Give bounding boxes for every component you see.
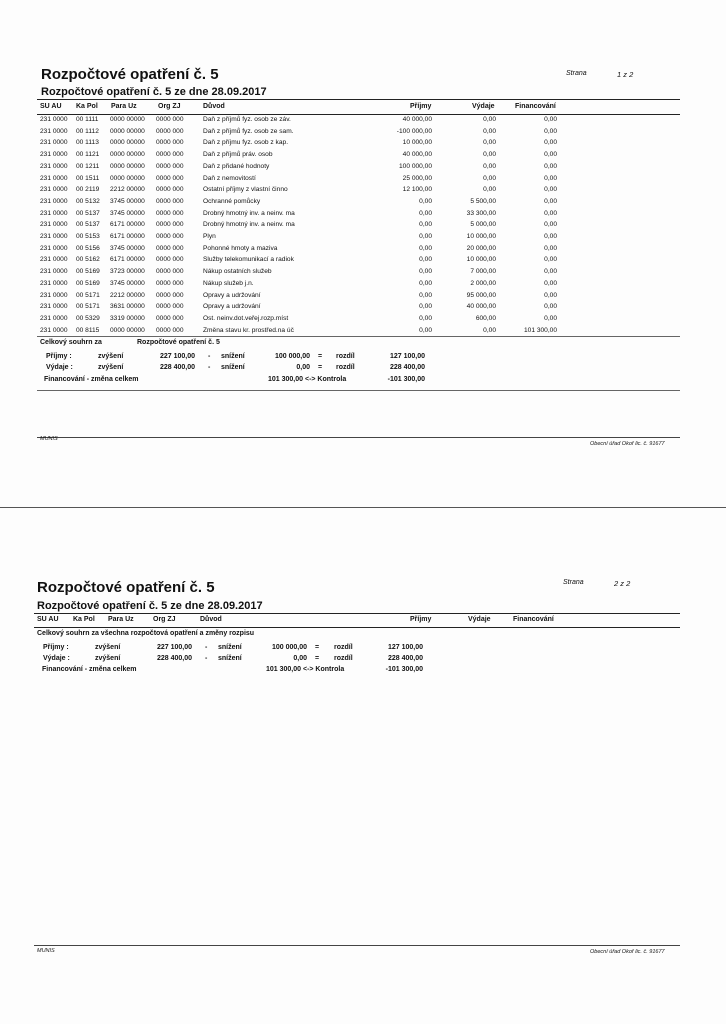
cell-duvod: Daň z přidané hodnoty [203, 162, 270, 170]
table-row [0, 233, 726, 245]
cell-financovani: 101 300,00 [523, 326, 557, 334]
cell-prijmy: 0,00 [419, 303, 432, 311]
cell-para-uz: 6171 00000 [110, 256, 145, 264]
table-row [0, 128, 726, 140]
cell-su-au: 231 0000 [40, 291, 68, 299]
col-prijmy: Příjmy [410, 103, 432, 110]
vydaje-dash: - [205, 655, 208, 662]
cell-vydaje: 0,00 [483, 116, 496, 123]
cell-ka-pol: 00 8115 [76, 326, 100, 334]
financovani-kontrola: -101 300,00 [385, 666, 423, 673]
cell-financovani: 0,00 [544, 197, 557, 205]
cell-duvod: Ochranné pomůcky [203, 197, 261, 205]
cell-ka-pol: 00 5137 [76, 221, 100, 229]
cell-vydaje: 5 000,00 [470, 221, 496, 229]
table-row [0, 139, 726, 151]
cell-org-zj: 0000 000 [156, 186, 184, 194]
cell-vydaje: 10 000,00 [466, 233, 496, 240]
prijmy-zvyseni-value: 227 100,00 [156, 644, 192, 651]
table-row [0, 280, 726, 292]
cell-org-zj: 0000 000 [156, 139, 184, 147]
cell-para-uz: 2212 00000 [110, 291, 145, 299]
summary-block [0, 630, 726, 680]
cell-ka-pol: 00 5153 [76, 233, 100, 240]
cell-vydaje: 7 000,00 [470, 268, 496, 276]
prijmy-rozdil-label: rozdíl [334, 644, 353, 651]
table-row [0, 210, 726, 222]
cell-org-zj: 0000 000 [156, 291, 184, 299]
cell-su-au: 231 0000 [40, 233, 68, 240]
cell-financovani: 0,00 [544, 256, 557, 264]
cell-financovani: 0,00 [544, 291, 557, 299]
footer-right: Obecní úřad Okoř lic. č. 91677 [590, 949, 665, 955]
cell-prijmy: 10 000,00 [402, 139, 432, 147]
cell-para-uz: 0000 00000 [110, 326, 145, 334]
cell-duvod: Služby telekomunikací a radiok [203, 256, 294, 264]
cell-org-zj: 0000 000 [156, 116, 184, 123]
cell-vydaje: 0,00 [483, 186, 496, 194]
cell-ka-pol: 00 1111 [76, 116, 99, 123]
cell-financovani: 0,00 [544, 314, 557, 322]
col-vydaje: Výdaje [468, 616, 491, 623]
cell-ka-pol: 00 5171 [76, 291, 100, 299]
table-row [0, 268, 726, 280]
prijmy-dash: - [205, 644, 208, 651]
cell-vydaje: 5 500,00 [470, 197, 496, 205]
header-top-rule [37, 99, 680, 100]
cell-prijmy: 0,00 [419, 197, 432, 205]
cell-prijmy: 0,00 [419, 291, 432, 299]
cell-ka-pol: 00 5156 [76, 244, 100, 252]
cell-para-uz: 3745 00000 [110, 209, 145, 217]
cell-duvod: Drobný hmotný inv. a neinv. ma [203, 221, 295, 229]
prijmy-rozdil-value: 127 100,00 [387, 644, 423, 651]
cell-financovani: 0,00 [544, 221, 557, 229]
vydaje-zvyseni-value: 228 400,00 [159, 364, 195, 371]
cell-ka-pol: 00 1211 [76, 162, 100, 170]
cell-org-zj: 0000 000 [156, 233, 184, 240]
footer-right: Obecní úřad Okoř lic. č. 91677 [590, 441, 665, 447]
cell-ka-pol: 00 5137 [76, 209, 100, 217]
cell-ka-pol: 00 5132 [76, 197, 100, 205]
cell-prijmy: -100 000,00 [396, 127, 432, 135]
col-financovani: Financování [513, 616, 554, 623]
col-su-au: SU AU [40, 103, 62, 110]
financovani-kontrola: -101 300,00 [387, 376, 425, 383]
cell-vydaje: 0,00 [483, 326, 496, 334]
vydaje-snizeni-value: 0,00 [293, 655, 307, 662]
vydaje-rozdil-value: 228 400,00 [387, 655, 423, 662]
cell-prijmy: 0,00 [419, 326, 432, 334]
col-financovani: Financování [515, 103, 556, 110]
cell-prijmy: 0,00 [419, 279, 432, 287]
table-row [0, 221, 726, 233]
table-header [0, 616, 726, 626]
table-row [0, 292, 726, 304]
cell-ka-pol: 00 2119 [76, 186, 100, 194]
cell-su-au: 231 0000 [40, 209, 68, 217]
prijmy-snizeni-label: snížení [218, 644, 242, 651]
cell-su-au: 231 0000 [40, 151, 68, 159]
table-header [0, 103, 726, 113]
cell-vydaje: 2 000,00 [470, 279, 496, 287]
cell-su-au: 231 0000 [40, 326, 68, 334]
strana-label: Strana [566, 70, 587, 77]
financovani-label: Financování - změna celkem [44, 376, 139, 383]
cell-vydaje: 0,00 [483, 139, 496, 147]
cell-prijmy: 40 000,00 [402, 116, 432, 123]
cell-ka-pol: 00 5169 [76, 279, 100, 287]
table-end-rule [37, 336, 680, 337]
footer-rule [37, 437, 680, 438]
cell-para-uz: 3745 00000 [110, 244, 145, 252]
vydaje-rozdil-value: 228 400,00 [389, 364, 425, 371]
cell-vydaje: 0,00 [483, 174, 496, 182]
cell-duvod: Opravy a udržování [203, 303, 261, 311]
summary-label: Celkový souhrn za [40, 339, 102, 346]
cell-vydaje: 0,00 [483, 151, 496, 159]
prijmy-rozdil-label: rozdíl [336, 353, 355, 360]
vydaje-label: Výdaje : [46, 364, 73, 371]
cell-org-zj: 0000 000 [156, 256, 184, 264]
table-row [0, 245, 726, 257]
cell-duvod: Nákup ostatních služeb [203, 268, 272, 276]
summary-label: Celkový souhrn za všechna rozpočtová opatření a změny rozpisu [37, 630, 255, 637]
cell-financovani: 0,00 [544, 244, 557, 252]
header-top-rule [34, 613, 680, 614]
cell-para-uz: 0000 00000 [110, 116, 145, 123]
cell-org-zj: 0000 000 [156, 279, 184, 287]
vydaje-eq: = [315, 655, 320, 662]
cell-vydaje: 0,00 [483, 162, 496, 170]
cell-para-uz: 6171 00000 [110, 221, 145, 229]
cell-financovani: 0,00 [544, 279, 557, 287]
vydaje-zvyseni-value: 228 400,00 [156, 655, 192, 662]
cell-su-au: 231 0000 [40, 139, 68, 147]
strana-label: Strana [563, 579, 584, 586]
cell-prijmy: 25 000,00 [402, 174, 432, 182]
page-separator [0, 507, 726, 508]
financovani-value: 101 300,00 <-> Kontrola [266, 666, 345, 673]
cell-org-zj: 0000 000 [156, 197, 184, 205]
cell-duvod: Plyn [203, 233, 216, 240]
table-row [0, 151, 726, 163]
cell-su-au: 231 0000 [40, 279, 68, 287]
cell-org-zj: 0000 000 [156, 326, 184, 334]
cell-para-uz: 0000 00000 [110, 127, 145, 135]
cell-duvod: Daň z příjmů fyz. osob ze záv. [203, 116, 291, 123]
prijmy-zvyseni-label: zvýšení [98, 353, 124, 360]
page-subtitle: Rozpočtové opatření č. 5 ze dne 28.09.2017 [37, 600, 263, 612]
report-page-1 [0, 0, 726, 505]
cell-org-zj: 0000 000 [156, 244, 184, 252]
col-vydaje: Výdaje [472, 103, 495, 110]
cell-su-au: 231 0000 [40, 268, 68, 276]
col-su-au: SU AU [37, 616, 59, 623]
col-org-zj: Org ZJ [158, 103, 181, 110]
cell-org-zj: 0000 000 [156, 268, 184, 276]
cell-para-uz: 3631 00000 [110, 303, 145, 311]
cell-su-au: 231 0000 [40, 197, 68, 205]
col-para-uz: Para Uz [108, 616, 134, 623]
cell-prijmy: 100 000,00 [398, 162, 432, 170]
cell-ka-pol: 00 5329 [76, 314, 100, 322]
cell-financovani: 0,00 [544, 162, 557, 170]
cell-financovani: 0,00 [544, 186, 557, 194]
vydaje-zvyseni-label: zvýšení [98, 364, 124, 371]
prijmy-dash: - [208, 353, 211, 360]
header-bottom-rule [34, 627, 680, 628]
cell-org-zj: 0000 000 [156, 221, 184, 229]
cell-su-au: 231 0000 [40, 174, 68, 182]
cell-duvod: Daň z příjmů fyz. osob ze sam. [203, 127, 294, 135]
table-row [0, 303, 726, 315]
cell-prijmy: 0,00 [419, 256, 432, 264]
cell-financovani: 0,00 [544, 151, 557, 159]
table-row [0, 186, 726, 198]
cell-ka-pol: 00 5169 [76, 268, 100, 276]
table-row [0, 315, 726, 327]
cell-su-au: 231 0000 [40, 244, 68, 252]
cell-duvod: Pohonné hmoty a maziva [203, 244, 278, 252]
cell-ka-pol: 00 1121 [76, 151, 100, 159]
footer-left: MUNIS [40, 436, 58, 442]
col-duvod: Důvod [200, 616, 222, 623]
prijmy-snizeni-value: 100 000,00 [274, 353, 310, 360]
report-page-2 [0, 512, 726, 1024]
cell-financovani: 0,00 [544, 233, 557, 240]
cell-prijmy: 0,00 [419, 233, 432, 240]
prijmy-zvyseni-label: zvýšení [95, 644, 121, 651]
vydaje-dash: - [208, 364, 211, 371]
cell-su-au: 231 0000 [40, 303, 68, 311]
cell-prijmy: 0,00 [419, 209, 432, 217]
cell-duvod: Daň z příjmů práv. osob [203, 151, 273, 159]
cell-duvod: Drobný hmotný inv. a neinv. ma [203, 209, 295, 217]
cell-para-uz: 0000 00000 [110, 162, 145, 170]
cell-para-uz: 3745 00000 [110, 197, 145, 205]
cell-para-uz: 2212 00000 [110, 186, 145, 194]
table-row [0, 256, 726, 268]
vydaje-snizeni-label: snížení [218, 655, 242, 662]
cell-prijmy: 40 000,00 [402, 151, 432, 159]
cell-para-uz: 6171 00000 [110, 233, 145, 240]
table-row [0, 198, 726, 210]
cell-duvod: Daň z příjmu fyz. osob z kap. [203, 139, 289, 147]
vydaje-snizeni-label: snížení [221, 364, 245, 371]
vydaje-zvyseni-label: zvýšení [95, 655, 121, 662]
cell-vydaje: 95 000,00 [466, 291, 496, 299]
cell-duvod: Změna stavu kr. prostřed.na úč [203, 326, 294, 334]
vydaje-rozdil-label: rozdíl [336, 364, 355, 371]
vydaje-snizeni-value: 0,00 [296, 364, 310, 371]
col-org-zj: Org ZJ [153, 616, 176, 623]
prijmy-zvyseni-value: 227 100,00 [159, 353, 195, 360]
prijmy-snizeni-value: 100 000,00 [271, 644, 307, 651]
cell-vydaje: 0,00 [483, 127, 496, 135]
cell-financovani: 0,00 [544, 139, 557, 147]
cell-financovani: 0,00 [544, 303, 557, 311]
vydaje-rozdil-label: rozdíl [334, 655, 353, 662]
cell-ka-pol: 00 5162 [76, 256, 100, 264]
prijmy-snizeni-label: snížení [221, 353, 245, 360]
page-title: Rozpočtové opatření č. 5 [37, 579, 215, 596]
cell-ka-pol: 00 1112 [76, 127, 99, 135]
cell-su-au: 231 0000 [40, 256, 68, 264]
summary-target: Rozpočtové opatření č. 5 [137, 339, 220, 346]
cell-para-uz: 0000 00000 [110, 139, 145, 147]
col-prijmy: Příjmy [410, 616, 432, 623]
cell-vydaje: 20 000,00 [466, 244, 496, 252]
cell-vydaje: 600,00 [475, 314, 496, 322]
cell-org-zj: 0000 000 [156, 151, 184, 159]
cell-duvod: Opravy a udržování [203, 291, 261, 299]
cell-su-au: 231 0000 [40, 127, 68, 135]
prijmy-eq: = [315, 644, 320, 651]
cell-org-zj: 0000 000 [156, 127, 184, 135]
cell-para-uz: 3319 00000 [110, 314, 145, 322]
cell-org-zj: 0000 000 [156, 303, 184, 311]
cell-ka-pol: 00 5171 [76, 303, 100, 311]
cell-su-au: 231 0000 [40, 162, 68, 170]
page-number: 1 z 2 [617, 70, 634, 79]
cell-financovani: 0,00 [544, 127, 557, 135]
cell-prijmy: 0,00 [419, 268, 432, 276]
cell-financovani: 0,00 [544, 174, 557, 182]
col-duvod: Důvod [203, 103, 225, 110]
cell-duvod: Nákup služeb j.n. [203, 279, 254, 287]
cell-duvod: Ost. neinv.dot.veřej.rozp.míst [203, 314, 289, 322]
col-ka-pol: Ka Pol [73, 616, 95, 623]
cell-para-uz: 3723 00000 [110, 268, 145, 276]
financovani-label: Financování - změna celkem [42, 666, 137, 673]
cell-financovani: 0,00 [544, 268, 557, 276]
summary-end-rule [37, 390, 680, 391]
cell-financovani: 0,00 [544, 209, 557, 217]
cell-financovani: 0,00 [544, 116, 557, 123]
footer-rule [34, 945, 680, 946]
cell-duvod: Daň z nemovitostí [203, 174, 256, 182]
page-number: 2 z 2 [614, 579, 631, 588]
cell-org-zj: 0000 000 [156, 209, 184, 217]
cell-prijmy: 0,00 [419, 314, 432, 322]
vydaje-label: Výdaje : [43, 655, 70, 662]
prijmy-label: Příjmy : [46, 353, 72, 360]
table-row [0, 163, 726, 175]
page-subtitle: Rozpočtové opatření č. 5 ze dne 28.09.2017 [41, 86, 267, 98]
prijmy-eq: = [318, 353, 323, 360]
cell-org-zj: 0000 000 [156, 162, 184, 170]
cell-vydaje: 10 000,00 [466, 256, 496, 264]
cell-org-zj: 0000 000 [156, 314, 184, 322]
cell-su-au: 231 0000 [40, 186, 68, 194]
page-title: Rozpočtové opatření č. 5 [41, 66, 219, 83]
cell-ka-pol: 00 1511 [76, 174, 100, 182]
table-row [0, 116, 726, 128]
table-row [0, 175, 726, 187]
prijmy-rozdil-value: 127 100,00 [389, 353, 425, 360]
cell-org-zj: 0000 000 [156, 174, 184, 182]
cell-su-au: 231 0000 [40, 221, 68, 229]
cell-duvod: Ostatní příjmy z vlastní činno [203, 186, 288, 194]
cell-para-uz: 0000 00000 [110, 151, 145, 159]
header-bottom-rule [37, 114, 680, 115]
cell-su-au: 231 0000 [40, 314, 68, 322]
financovani-value: 101 300,00 <-> Kontrola [268, 376, 347, 383]
cell-su-au: 231 0000 [40, 116, 68, 123]
col-ka-pol: Ka Pol [76, 103, 98, 110]
cell-vydaje: 40 000,00 [466, 303, 496, 311]
cell-para-uz: 3745 00000 [110, 279, 145, 287]
cell-prijmy: 0,00 [419, 221, 432, 229]
cell-prijmy: 12 100,00 [402, 186, 432, 194]
cell-prijmy: 0,00 [419, 244, 432, 252]
vydaje-eq: = [318, 364, 323, 371]
footer-left: MUNIS [37, 948, 55, 954]
cell-ka-pol: 00 1113 [76, 139, 99, 147]
prijmy-label: Příjmy : [43, 644, 69, 651]
col-para-uz: Para Uz [111, 103, 137, 110]
cell-para-uz: 0000 00000 [110, 174, 145, 182]
cell-vydaje: 33 300,00 [466, 209, 496, 217]
